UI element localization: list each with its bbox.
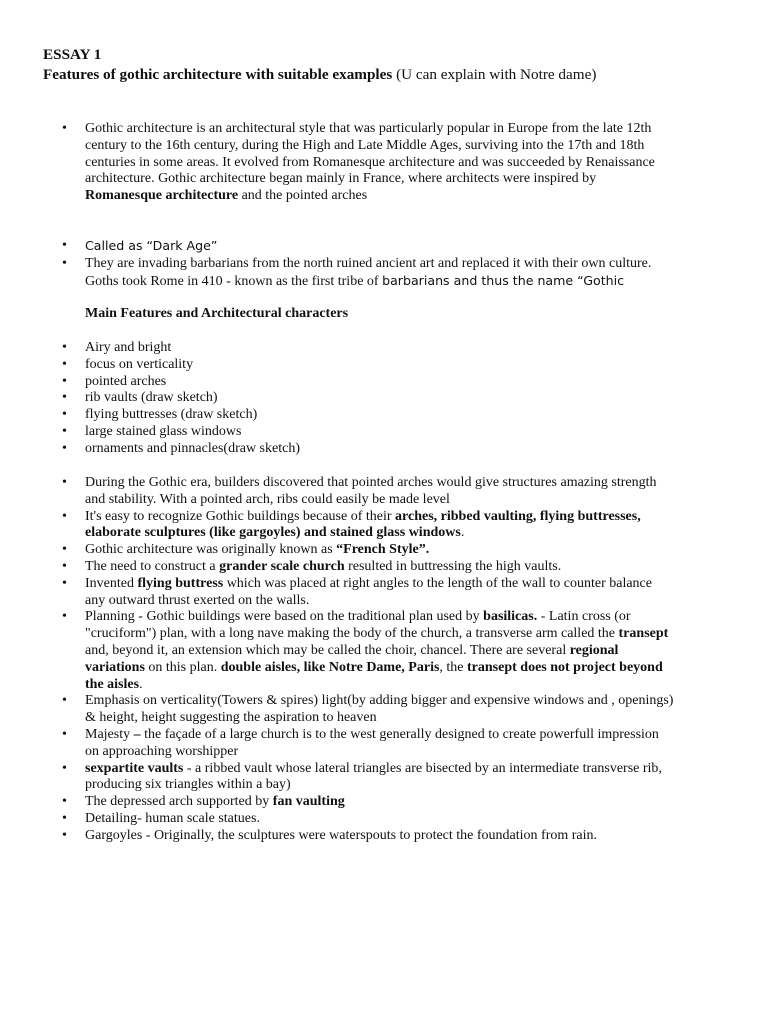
bullet: • — [62, 356, 67, 372]
bullet: • — [62, 440, 67, 456]
bullet: • — [62, 390, 67, 406]
history-list — [0, 238, 768, 290]
detail-text: Invented — [85, 575, 138, 591]
detail-bold: double aisles, like Notre Dame, Paris — [220, 659, 440, 675]
intro-tail: and the pointed arches — [238, 188, 368, 204]
detail-text: Planning - Gothic buildings were based on the traditional plan used by — [85, 609, 484, 625]
detail-bold: fan vaulting — [272, 794, 345, 810]
feature-text: pointed arches — [85, 373, 167, 389]
detail-text: . — [460, 525, 465, 541]
bullet: • — [62, 238, 67, 253]
bullet: • — [62, 693, 67, 709]
feature-text: large stained glass windows — [85, 423, 242, 439]
list-item — [0, 256, 675, 291]
detail-bold: basilicas. — [483, 609, 538, 625]
list-item — [0, 441, 675, 458]
bullet: • — [62, 760, 67, 776]
intro-bold: Romanesque architecture — [85, 188, 239, 204]
intro-list — [0, 121, 768, 205]
list-item — [0, 576, 675, 610]
bullet: • — [62, 373, 67, 389]
bullet: • — [62, 609, 67, 625]
list-item — [0, 374, 675, 391]
list-item — [0, 509, 675, 543]
list-item — [0, 727, 675, 761]
bullet: • — [62, 407, 67, 423]
feature-text: ornaments and pinnacles(draw sketch) — [85, 440, 300, 456]
bullet: • — [62, 121, 67, 136]
detail-text: Gothic architecture was originally known as — [85, 542, 337, 558]
detail-bold: transept — [618, 626, 669, 642]
list-item — [0, 121, 675, 205]
list-item — [0, 475, 675, 509]
detail-text: resulted in buttressing the high vaults. — [344, 558, 562, 574]
bullet: • — [62, 810, 67, 826]
list-item — [0, 828, 675, 845]
detail-text: on this plan. — [144, 659, 221, 675]
essay-title — [43, 65, 743, 85]
detail-text: - Latin cross (or "cruciform") plan, with a long nave making the body of the church, a transverse arm called the — [85, 609, 631, 642]
list-item — [0, 811, 675, 828]
list-item — [0, 407, 675, 424]
essay-header — [43, 45, 743, 85]
list-item — [0, 693, 675, 727]
detail-text: Gargoyles - Originally, the sculptures were waterspouts to protect the foundation from rain. — [85, 827, 598, 843]
detail-text: It's easy to recognize Gothic buildings because of their — [85, 508, 396, 524]
detail-text: The need to construct a — [85, 558, 220, 574]
list-item — [0, 761, 675, 795]
essay-title-bold: Features of gothic architecture with suitable examples — [43, 66, 393, 83]
feature-text: focus on verticality — [85, 356, 194, 372]
detail-bold: regional variations — [85, 642, 619, 675]
dark-age-text: Called as “Dark Age” — [85, 238, 218, 253]
barbarians-text: They are invading barbarians from the north ruined ancient art and replaced it with their own culture. Goths took Rome in 410 - known as the first tribe of — [85, 255, 652, 289]
bullet: • — [62, 542, 67, 558]
detail-bold: transept does not project beyond the aisles — [85, 659, 663, 692]
bullet: • — [62, 423, 67, 439]
list-item — [0, 794, 675, 811]
list-item — [0, 340, 675, 357]
barbarians-tail: barbarians and thus the name “Gothic — [382, 272, 625, 288]
essay-title-note: (U can explain with Notre dame) — [392, 66, 597, 83]
bullet: • — [62, 575, 67, 591]
details-list — [0, 475, 768, 845]
detail-bold: sexpartite vaults — [85, 760, 184, 776]
list-item — [0, 559, 675, 576]
detail-bold: “French Style”. — [336, 542, 430, 558]
list-item — [0, 238, 675, 256]
detail-bold: flying buttress — [137, 575, 224, 591]
detail-text: The depressed arch supported by — [85, 794, 273, 810]
detail-bold: arches, ribbed vaulting, flying buttresses, elaborate sculptures (like gargoyles) and stained glass windows — [85, 508, 641, 541]
detail-text: During the Gothic era, builders discovered that pointed arches would give structures amazing strength and stability. With a pointed arch, ribs could easily be made level — [85, 475, 657, 507]
detail-text: Detailing- human scale statues. — [85, 810, 260, 826]
features-list — [0, 340, 768, 458]
feature-text: flying buttresses (draw sketch) — [85, 407, 258, 423]
detail-text: and, beyond it, an extension which may be called the choir, chancel. There are several — [85, 642, 570, 658]
detail-text: Majesty — [85, 726, 134, 742]
bullet: • — [62, 475, 67, 490]
detail-bold: – — [133, 726, 141, 742]
detail-text: . — [139, 676, 143, 692]
bullet: • — [62, 726, 67, 742]
detail-text: Emphasis on verticality(Towers & spires) light(by adding bigger and expensive windows and , openings) & height, height suggesting the aspiration to heaven — [85, 693, 674, 726]
feature-text: Airy and bright — [85, 340, 172, 355]
list-item — [0, 609, 675, 693]
list-item — [0, 424, 675, 441]
bullet: • — [62, 255, 67, 271]
essay-number: ESSAY 1 — [43, 46, 102, 63]
detail-text: the façade of a large church is to the west generally designed to create powerfull impression on approaching worshipper — [85, 726, 659, 759]
intro-text: Gothic architecture is an architectural style that was particularly popular in Europe from the late 12th century to the 16th century, during the High and Late Middle Ages, surviving into the 17th and 18th centuries in some areas. It evolved from Romanesque architecture and was succeeded by Renaissance architecture. Gothic architecture began mainly in France, where architects were inspired by — [85, 121, 655, 187]
detail-text: , the — [439, 659, 468, 675]
bullet: • — [62, 508, 67, 524]
list-item — [0, 390, 675, 407]
features-heading: Main Features and Architectural characters — [85, 306, 349, 321]
bullet: • — [62, 340, 67, 355]
list-item — [0, 357, 675, 374]
bullet: • — [62, 794, 67, 810]
feature-text: rib vaults (draw sketch) — [85, 390, 218, 406]
detail-text: which was placed at right angles to the length of the wall to counter balance any outward thrust exerted on the walls. — [85, 575, 652, 608]
bullet: • — [62, 558, 67, 574]
detail-bold: grander scale church — [219, 558, 345, 574]
detail-text: - a ribbed vault whose lateral triangles are bisected by an intermediate transverse rib, producing six triangles within a bay) — [85, 760, 662, 793]
list-item — [0, 542, 675, 559]
bullet: • — [62, 827, 67, 843]
